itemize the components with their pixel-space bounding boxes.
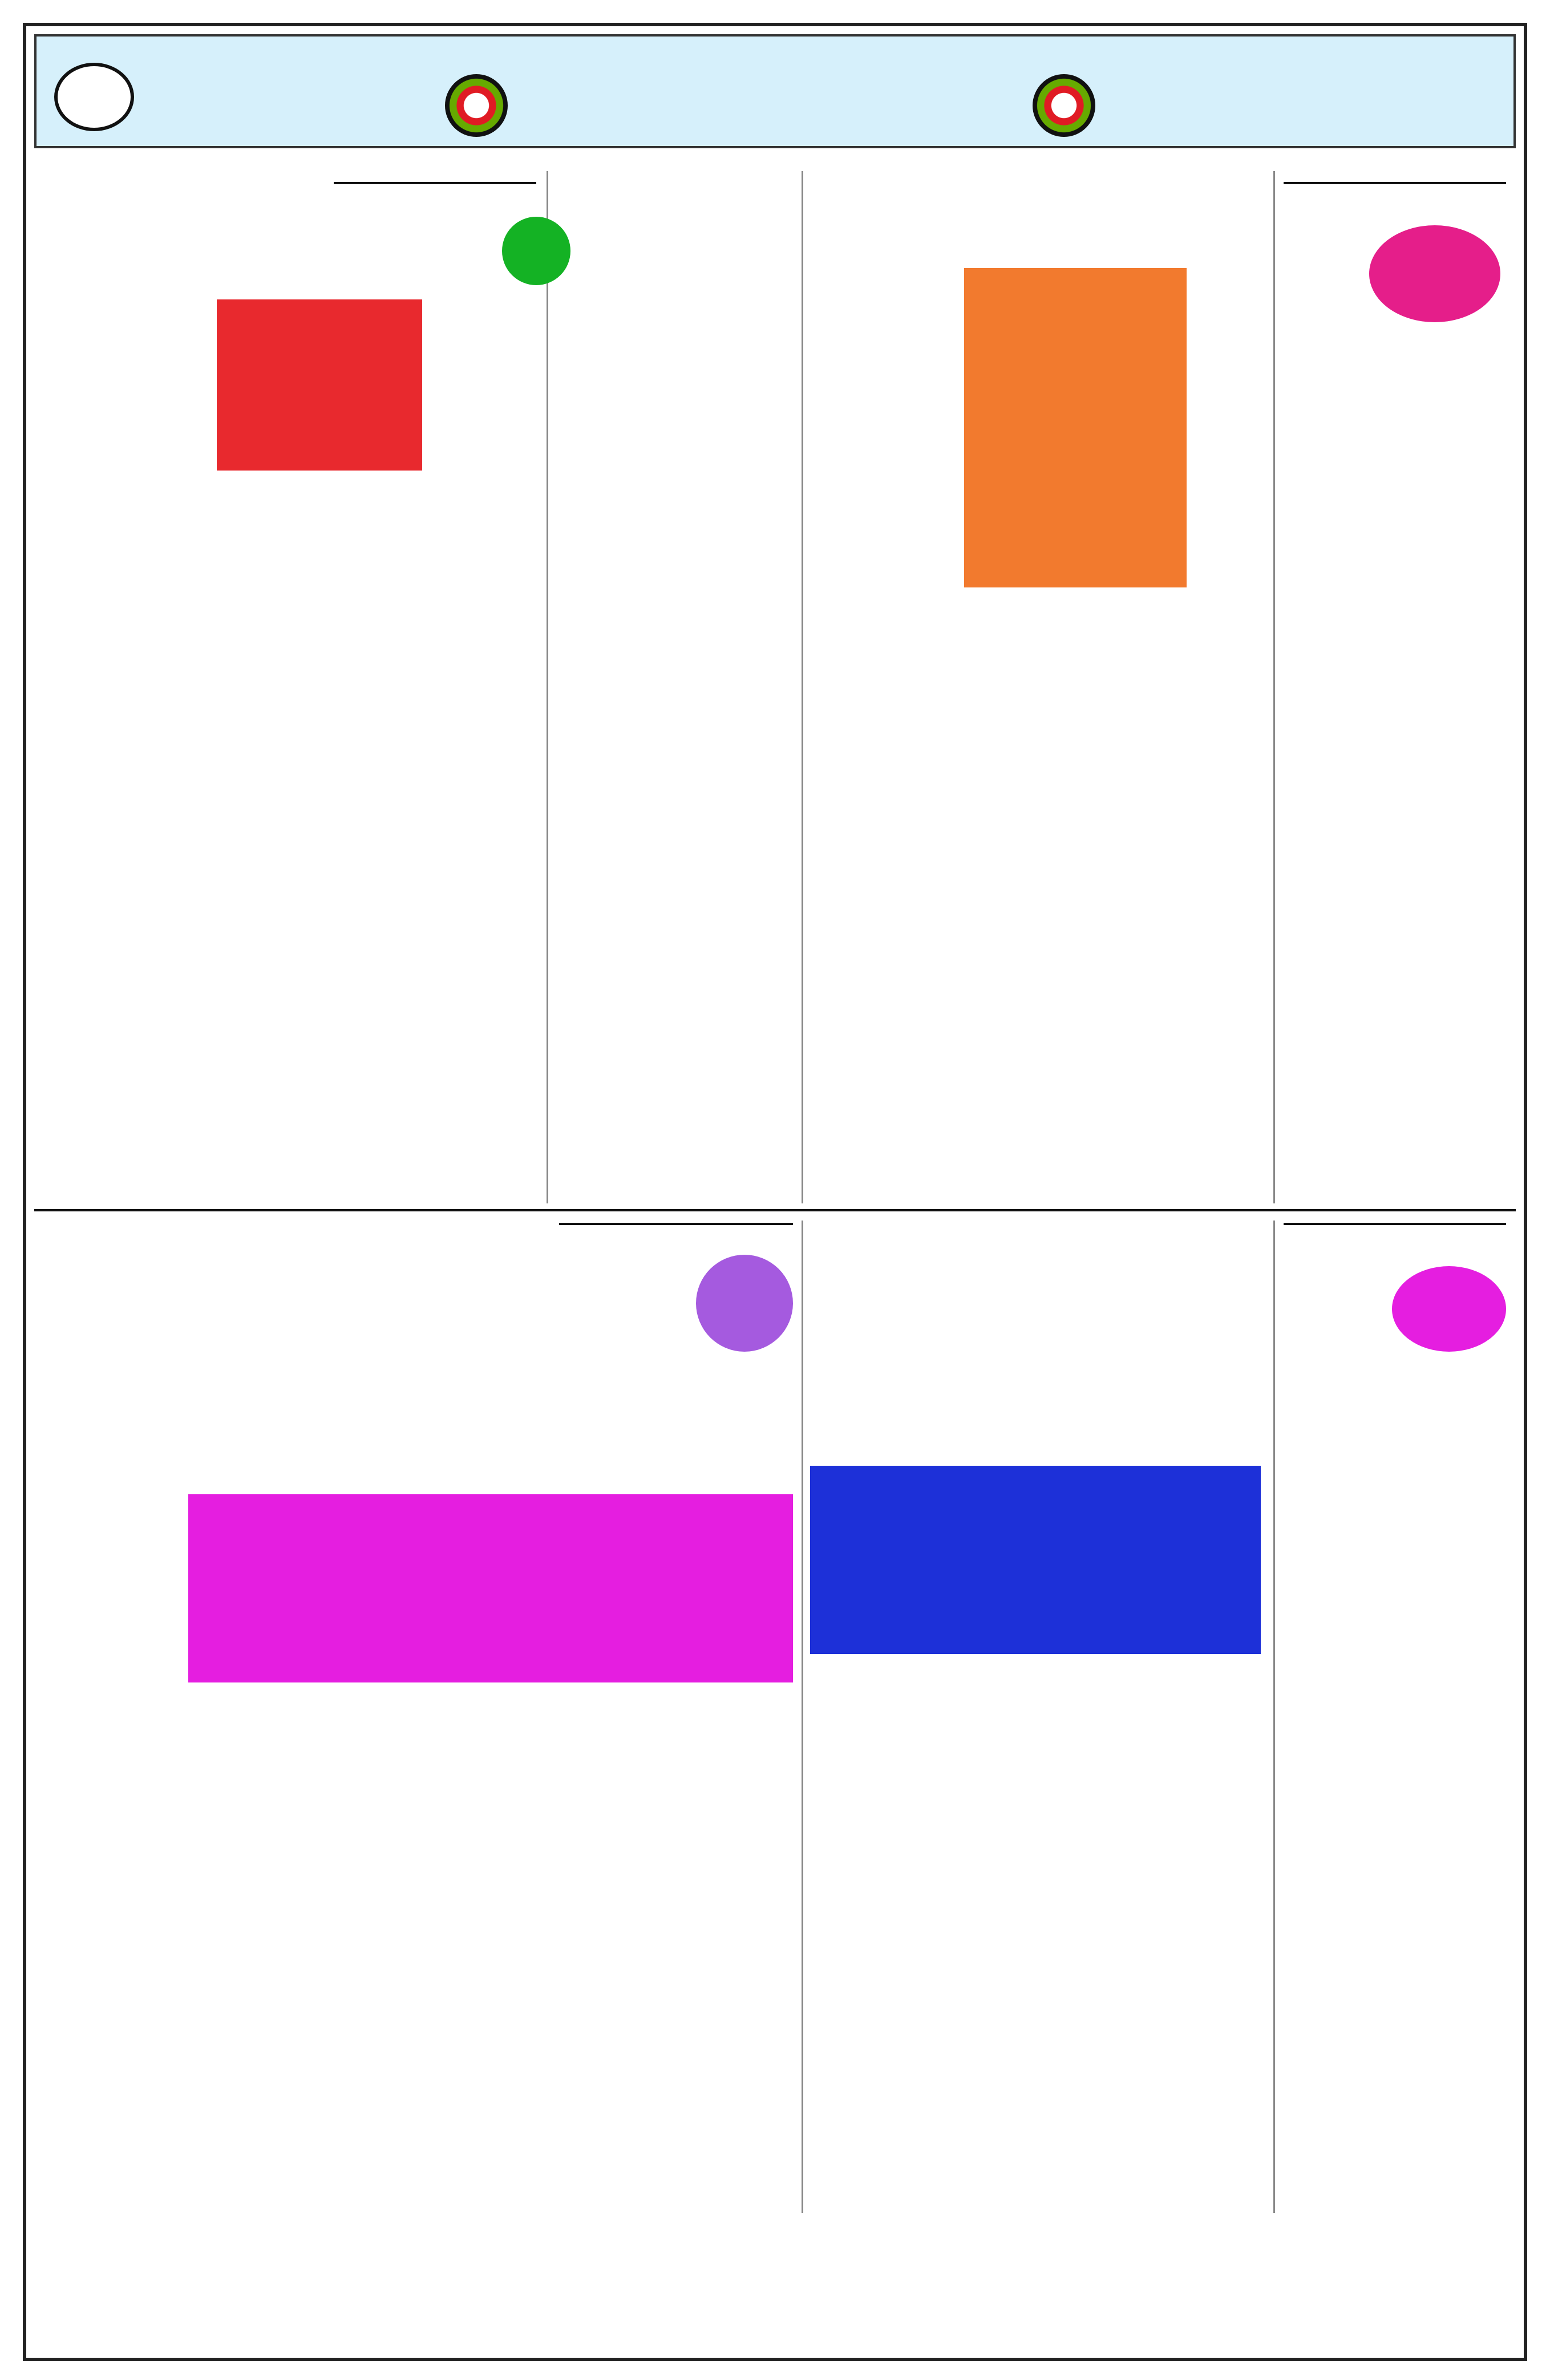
story-title-circle [696, 1255, 793, 1352]
byline [1284, 180, 1506, 184]
masthead-center [588, 57, 953, 83]
story-title-circle [1369, 225, 1500, 322]
article-text [810, 1221, 1261, 1460]
column-divider [547, 171, 548, 1203]
article-text [48, 1221, 687, 1489]
sun-emblem-icon [1033, 74, 1095, 137]
page-title [1101, 46, 1500, 137]
article-text [1284, 336, 1506, 1192]
article-text [434, 299, 536, 1201]
article-text [810, 171, 1044, 1198]
article-text [334, 214, 499, 299]
article-text [810, 1660, 1261, 2213]
highlight-box [188, 1494, 793, 1682]
column-divider [1273, 171, 1275, 1203]
column-divider [1273, 1221, 1275, 2213]
page-number [54, 63, 134, 131]
article-text [1284, 220, 1363, 334]
highlight-box [810, 1466, 1261, 1654]
byline [334, 180, 536, 184]
logo [154, 48, 371, 134]
story-title-circle [502, 217, 570, 285]
sun-emblem-icon [445, 74, 508, 137]
section-divider [34, 1209, 1516, 1211]
article-text [48, 1688, 793, 2213]
byline [1284, 1221, 1506, 1225]
column-divider [802, 1221, 803, 2213]
story-title-circle [1392, 1266, 1506, 1352]
article-text [1284, 1363, 1506, 2333]
article-text [1284, 1260, 1386, 1363]
article-text [556, 171, 793, 1203]
article-text [48, 171, 322, 1198]
column-divider [802, 171, 803, 1203]
